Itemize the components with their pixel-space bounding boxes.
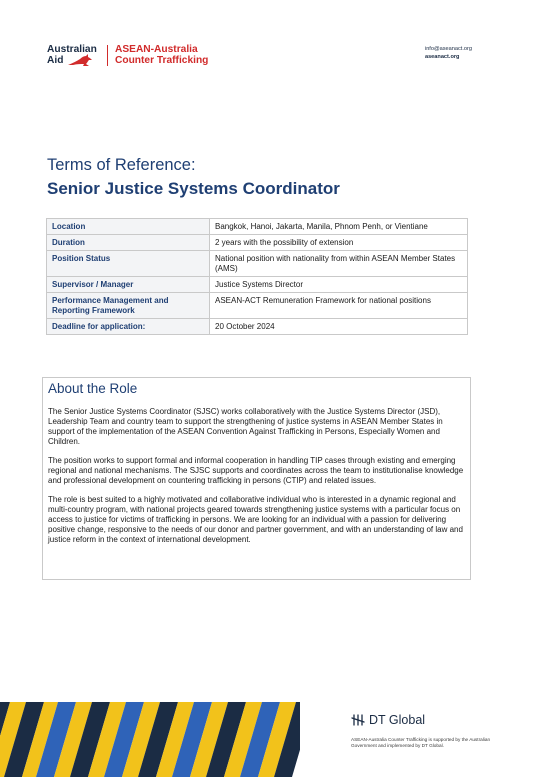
table-row — [47, 319, 468, 335]
table-key: Deadline for application: — [47, 319, 210, 335]
website-link[interactable]: aseanact.org — [424, 54, 460, 60]
table-value: 20 October 2024 — [210, 319, 468, 335]
page-title: Senior Justice Systems Coordinator — [47, 179, 340, 198]
logo-divider — [107, 45, 108, 66]
table-value: ASEAN-ACT Remuneration Framework for national positions — [210, 293, 468, 319]
terms-of-reference-label: Terms of Reference: — [47, 156, 196, 174]
about-body — [48, 407, 468, 554]
contact-info — [425, 45, 472, 61]
about-paragraph: The role is best suited to a highly motivated and collaborative individual who is interested in a dynamic regional and multi-country program, with national projects geared towards strengthening justice systems with a particular focus on access to justice for victims of trafficking in persons. We are looking for an individual with a passion for delivering positive change, responsive to the needs of our donor and partner government, and with an understanding of law and justice reform in the context of international development. — [48, 495, 463, 544]
table-row — [47, 219, 468, 235]
about-heading: About the Role — [48, 381, 138, 396]
table-key: Location — [47, 219, 210, 235]
asean-act-logo — [115, 44, 208, 66]
table-key: Position Status — [47, 251, 210, 277]
table-value: National position with nationality from within ASEAN Member States (AMS) — [210, 251, 468, 277]
table-value: Bangkok, Hanoi, Jakarta, Manila, Phnom Penh, or Vientiane — [210, 219, 468, 235]
table-row — [47, 235, 468, 251]
table-key: Supervisor / Manager — [47, 277, 210, 293]
table-row — [47, 251, 468, 277]
about-the-role-section — [42, 377, 471, 580]
logo-act-line2: Counter Trafficking — [115, 55, 209, 66]
table-key: Performance Management and Reporting Framework — [47, 293, 210, 319]
logo-aus-line1: Australian — [47, 44, 97, 55]
logo-act-line1: ASEAN-Australia — [115, 44, 198, 55]
email-link[interactable]: info@aseanact.org — [424, 46, 472, 52]
about-paragraph: The Senior Justice Systems Coordinator (SJSC) works collaboratively with the Justice Systems Director (JSD), Leadership Team and country team to support the strengthening of justice systems in ASEAN Member States in support of the implementation of the ASEAN Convention Against Trafficking in Persons, Especially Women and Children. — [48, 407, 443, 446]
dt-global-icon — [351, 714, 365, 726]
footer-note: ASEAN-Australia Counter Trafficking is supported by the Australian Government and implemented by DT Global. — [351, 737, 491, 748]
table-value: Justice Systems Director — [210, 277, 468, 293]
table-key: Duration — [47, 235, 210, 251]
table-row — [47, 277, 468, 293]
dt-global-name: DT Global — [369, 713, 426, 727]
dt-global-logo — [351, 713, 425, 727]
kangaroo-icon — [67, 54, 93, 67]
logo-aus-line2: Aid — [47, 55, 64, 66]
about-paragraph: The position works to support formal and informal cooperation in handling TIP cases through existing and emerging regional and national mechanisms. The SJSC supports and coordinates across the team to institutionalise knowledge and professional development on countering trafficking in persons (CTIP) and related issues. — [48, 456, 464, 485]
position-details-table — [46, 218, 468, 335]
table-row — [47, 293, 468, 319]
stripes-graphic — [0, 702, 300, 777]
australian-aid-logo — [47, 44, 105, 66]
header-logos — [47, 44, 208, 68]
table-value: 2 years with the possibility of extension — [210, 235, 468, 251]
